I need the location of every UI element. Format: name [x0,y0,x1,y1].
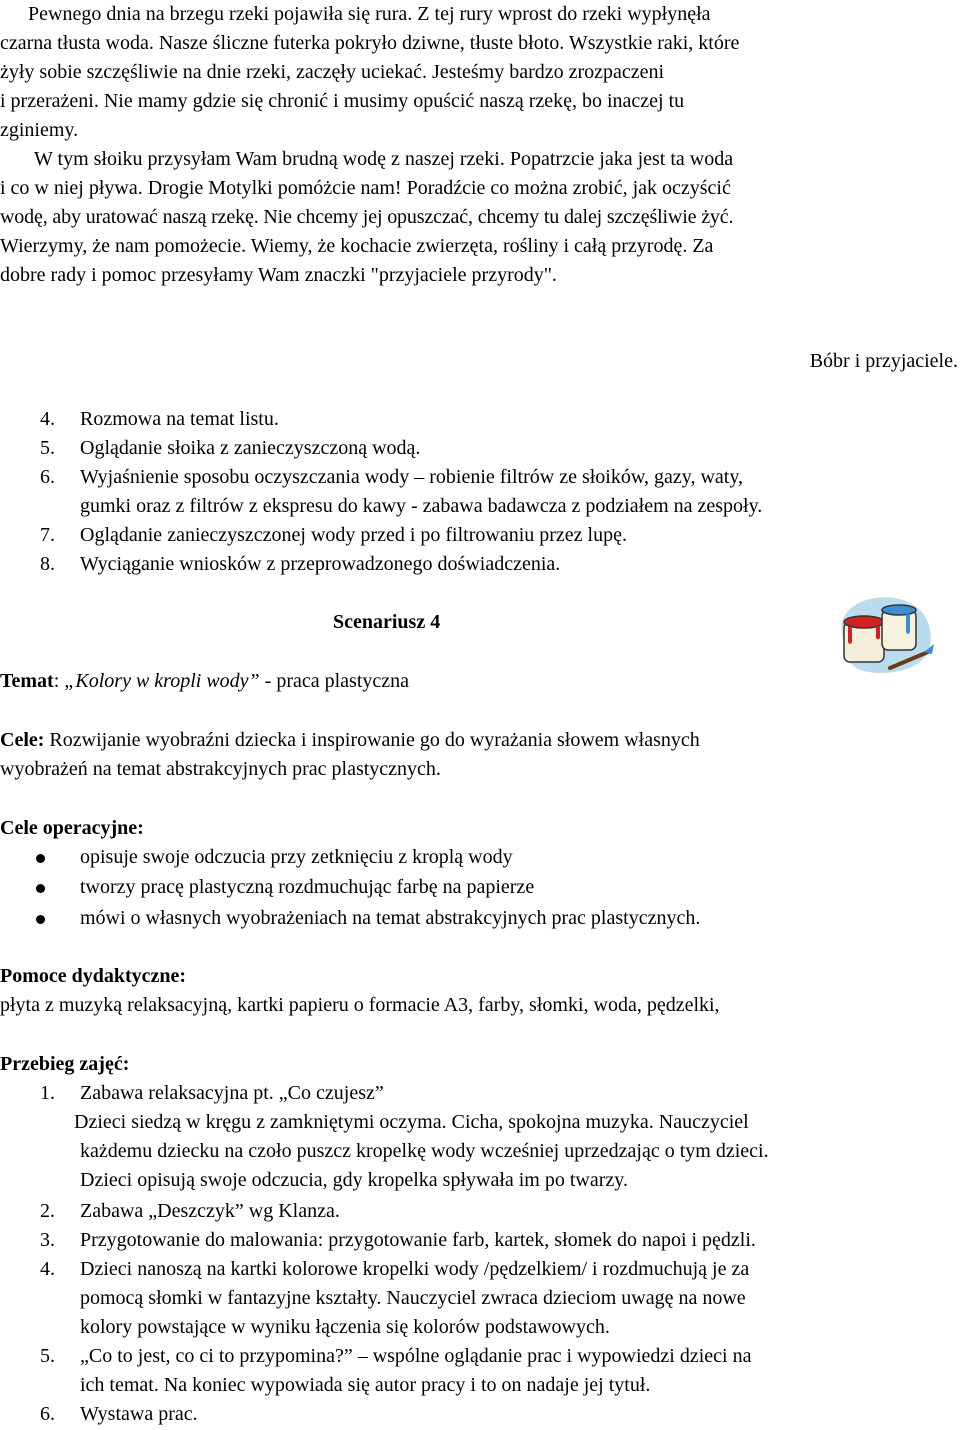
step-text: gumki oraz z filtrów z ekspresu do kawy - zabawa badawcza z podziałem na zespoły. [80,495,763,517]
course-step-text: każdemu dziecku na czoło puszcz kropelkę wody wcześniej uprzedzając o tym dzieci. [80,1140,769,1162]
paint-jars-icon [836,592,936,676]
course-step-text: Dzieci nanoszą na kartki kolorowe kropelki wody /pędzelkiem/ i rozdmuchują je za [80,1258,750,1280]
course-step-text: Dzieci opisują swoje odczucia, gdy kropelka spływała im po twarzy. [80,1169,628,1191]
topic-suffix: - praca plastyczna [264,670,410,692]
topic-line [0,667,409,696]
topic-label: Temat [0,670,54,692]
course-step-number: 1. [40,1082,55,1104]
course-step-text: Zabawa relaksacyjna pt. „Co czujesz” [80,1082,384,1104]
bullet-dot [36,854,45,863]
course-step-text: „Co to jest, co ci to przypomina?” – wspólne oglądanie prac i wypowiedzi dzieci na [80,1345,752,1367]
course-step-text: kolory powstające w wyniku łączenia się kolorów podstawowych. [80,1316,610,1338]
letter-line: żyły sobie szczęśliwie na dnie rzeki, zaczęły uciekać. Jesteśmy bardzo zrozpaczeni [0,61,665,83]
letter-line: Pewnego dnia na brzegu rzeki pojawiła się rura. Z tej rury wprost do rzeki wypłynęła [28,3,711,25]
course-step-text: Wystawa prac. [80,1403,198,1425]
letter-line: czarna tłusta woda. Nasze śliczne futerka pokryło dziwne, tłuste błoto. Wszystkie raki, które [0,32,740,54]
letter-line: i co w niej pływa. Drogie Motylki pomóżcie nam! Poradźcie co można zrobić, jak oczyścić [0,177,731,199]
course-step-text: Przygotowanie do malowania: przygotowanie farb, kartek, słomek do napoi i pędzli. [80,1229,756,1251]
aids-text: płyta z muzyką relaksacyjną, kartki papieru o formacie A3, farby, słomki, woda, pędzelki, [0,994,720,1016]
goals-label: Cele: [0,729,45,751]
bullet-item: tworzy pracę plastyczną rozdmuchując farbę na papierze [80,876,535,898]
course-step-text: Zabawa „Deszczyk” wg Klanza. [80,1200,340,1222]
course-step-number: 2. [40,1200,55,1222]
letter-line: dobre rady i pomoc przesyłamy Wam znaczki "przyjaciele przyrody". [0,264,557,286]
letter-line: zginiemy. [0,119,79,141]
course-step-number: 3. [40,1229,55,1251]
goals-text: Rozwijanie wyobraźni dziecka i inspirowanie go do wyrażania słowem własnych [49,729,700,751]
bullet-item: opisuje swoje odczucia przy zetknięciu z kroplą wody [80,846,513,868]
operational-goals-heading: Cele operacyjne: [0,817,144,839]
topic-colon: : [53,670,60,692]
topic-title: „Kolory w kropli wody” [64,670,260,692]
course-heading: Przebieg zajęć: [0,1053,130,1075]
step-number: 8. [40,553,55,575]
step-number: 5. [40,437,55,459]
course-step-number: 4. [40,1258,55,1280]
step-text: Wyciąganie wniosków z przeprowadzonego doświadczenia. [80,553,561,575]
course-step-text: Dzieci siedzą w kręgu z zamkniętymi oczyma. Cicha, spokojna muzyka. Nauczyciel [74,1111,749,1133]
bullet-item: mówi o własnych wyobrażeniach na temat abstrakcyjnych prac plastycznych. [80,907,701,929]
step-text: Oglądanie słoika z zanieczyszczoną wodą. [80,437,421,459]
scenario-heading: Scenariusz 4 [333,611,441,633]
bullet-dot [36,915,45,924]
bullet-dot [36,884,45,893]
letter-line: Wierzymy, że nam pomożecie. Wiemy, że kochacie zwierzęta, rośliny i całą przyrodę. Za [0,235,714,257]
step-text: Rozmowa na temat listu. [80,408,279,430]
course-step-text: ich temat. Na koniec wypowiada się autor pracy i to on nadaje jej tytuł. [80,1374,651,1396]
letter-line: i przerażeni. Nie mamy gdzie się chronić i musimy opuścić naszą rzekę, bo inaczej tu [0,90,685,112]
letter-line: W tym słoiku przysyłam Wam brudną wodę z naszej rzeki. Popatrzcie jaka jest ta woda [34,148,734,170]
step-text: Oglądanie zanieczyszczonej wody przed i po filtrowaniu przez lupę. [80,524,627,546]
aids-heading: Pomoce dydaktyczne: [0,965,187,987]
goals-line [0,726,700,755]
step-number: 4. [40,408,55,430]
step-number: 7. [40,524,55,546]
step-number: 6. [40,466,55,488]
letter-line: wodę, aby uratować naszą rzekę. Nie chcemy jej opuszczać, chcemy tu dalej szczęśliwie żyć. [0,206,734,228]
goals-text: wyobrażeń na temat abstrakcyjnych prac plastycznych. [0,758,441,780]
course-step-number: 6. [40,1403,55,1425]
course-step-number: 5. [40,1345,55,1367]
letter-signature: Bóbr i przyjaciele. [809,350,958,372]
step-text: Wyjaśnienie sposobu oczyszczania wody – robienie filtrów ze słoików, gazy, waty, [80,466,744,488]
course-step-text: pomocą słomki w fantazyjne kształty. Nauczyciel zwraca dzieciom uwagę na nowe [80,1287,746,1309]
